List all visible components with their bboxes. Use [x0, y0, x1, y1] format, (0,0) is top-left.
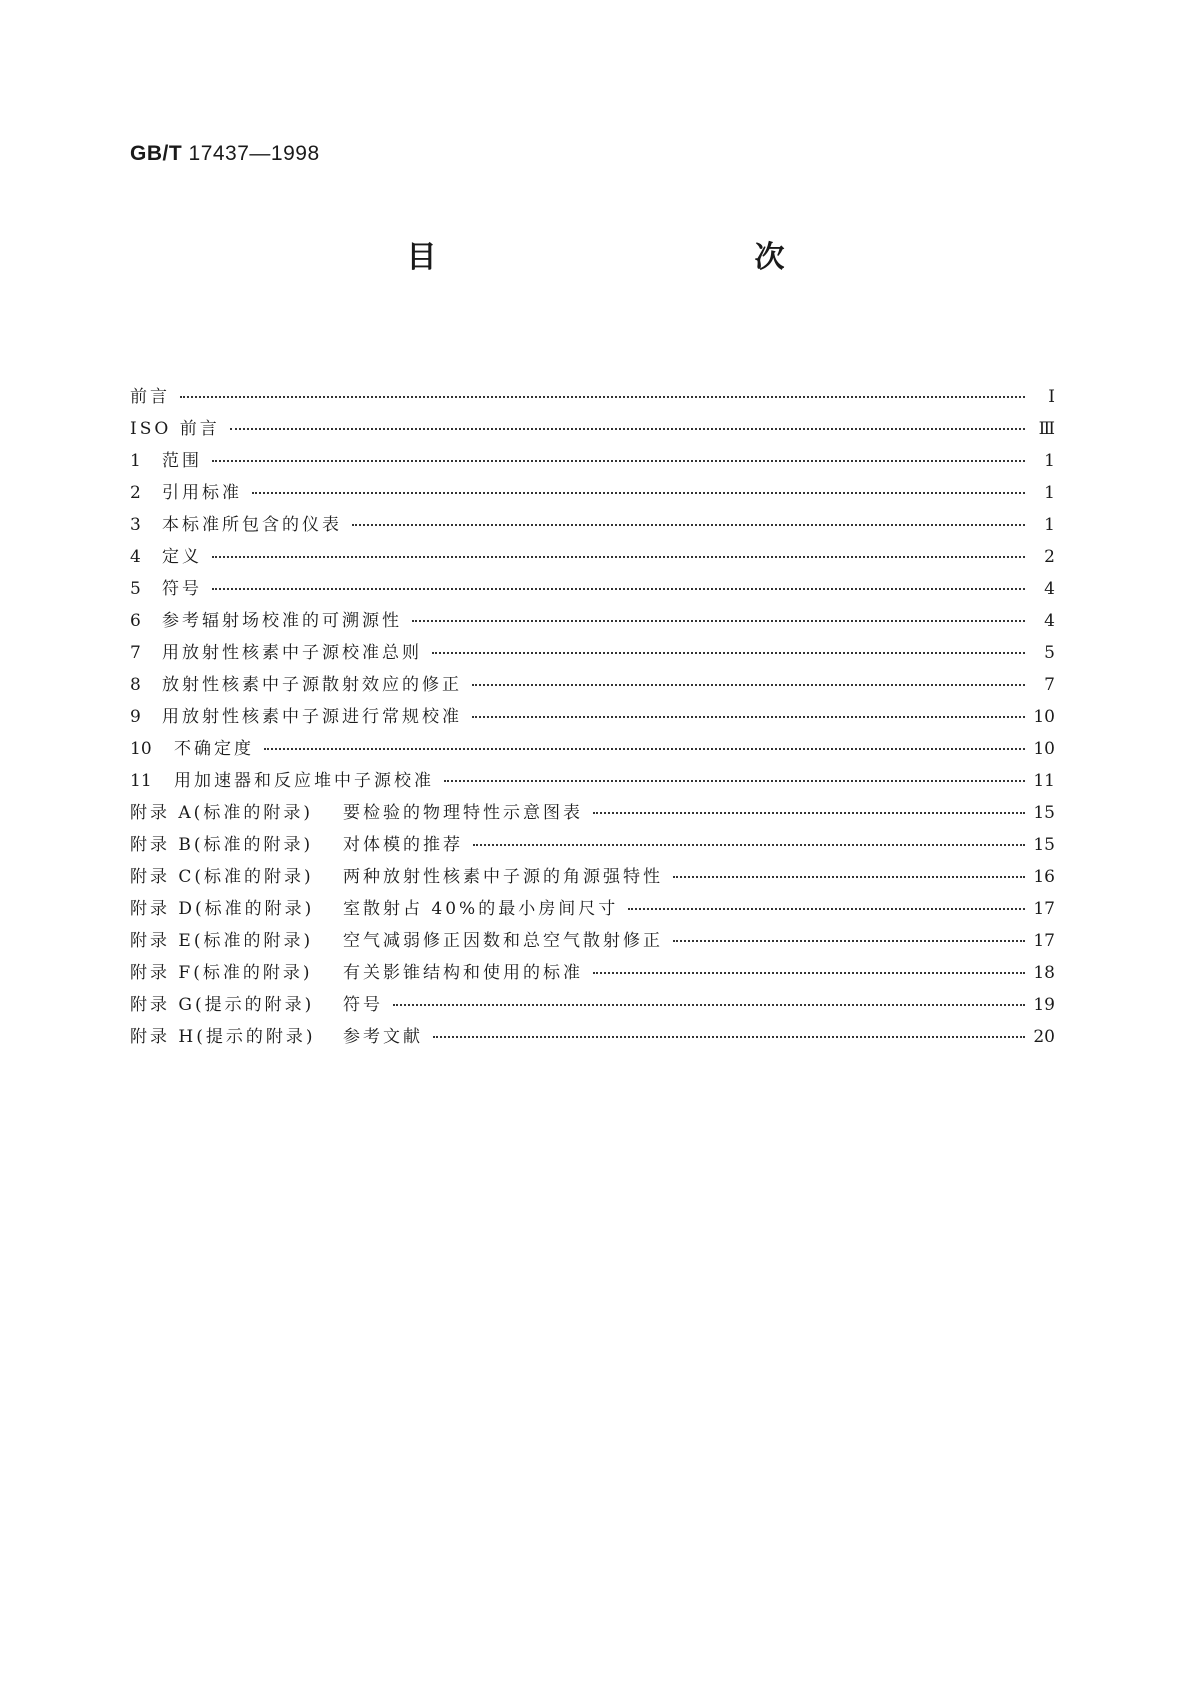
toc-entry-label: [130, 702, 462, 727]
toc-entry-label: [130, 542, 202, 567]
toc-entry-appendix: 附录 F(标准的附录): [130, 963, 313, 983]
toc-entry-title: 有关影锥结构和使用的标准: [343, 963, 583, 983]
toc-entry[interactable]: [130, 478, 1055, 510]
toc-entry-label: [130, 766, 434, 791]
toc-entry-number: 10: [130, 739, 152, 759]
toc-dot-leader: [673, 940, 1025, 942]
toc-entry-page: 20: [1033, 1027, 1055, 1047]
toc-entry-number: 1: [130, 451, 141, 471]
toc-entry-label: [130, 638, 422, 663]
toc-entry-number: 7: [130, 643, 141, 663]
toc-entry-title: 符号: [343, 995, 383, 1015]
toc-entry-page: 17: [1033, 899, 1055, 919]
toc-entry-page: I: [1048, 387, 1055, 407]
toc-entry-number: 4: [130, 547, 141, 567]
toc-entry-title: 不确定度: [174, 739, 254, 759]
toc-entry-label: [130, 574, 202, 599]
toc-entry[interactable]: [130, 926, 1055, 958]
toc-entry-title: 定义: [162, 547, 202, 567]
toc-entry-page: 1: [1044, 483, 1055, 503]
toc-entry[interactable]: [130, 990, 1055, 1022]
toc-entry-label: [130, 830, 463, 855]
toc-dot-leader: [212, 460, 1025, 462]
document-id: [130, 142, 320, 166]
toc-entry-title: 本标准所包含的仪表: [162, 515, 342, 535]
toc-entry-number: 2: [130, 483, 141, 503]
toc-entry-page: 4: [1044, 579, 1055, 599]
toc-entry-title: ISO 前言: [130, 419, 220, 439]
toc-entry-title: 前言: [130, 387, 170, 407]
toc-dot-leader: [212, 556, 1025, 558]
toc-entry-page: 10: [1033, 739, 1055, 759]
table-of-contents: [130, 382, 1055, 1054]
page-title: 目 次: [406, 240, 871, 275]
toc-dot-leader: [593, 812, 1025, 814]
toc-entry[interactable]: [130, 862, 1055, 894]
document-id-number: 17437—1998: [188, 142, 320, 165]
toc-entry-label: [130, 446, 202, 471]
toc-entry[interactable]: [130, 510, 1055, 542]
toc-entry-appendix: 附录 E(标准的附录): [130, 931, 314, 951]
toc-dot-leader: [393, 1004, 1025, 1006]
toc-dot-leader: [412, 620, 1025, 622]
toc-entry-title: 要检验的物理特性示意图表: [343, 803, 583, 823]
toc-entry-page: 15: [1033, 803, 1055, 823]
toc-entry-page: 10: [1033, 707, 1055, 727]
toc-entry-title: 用加速器和反应堆中子源校准: [174, 771, 434, 791]
toc-entry-appendix: 附录 C(标准的附录): [130, 867, 314, 887]
toc-dot-leader: [628, 908, 1025, 910]
toc-dot-leader: [472, 716, 1025, 718]
toc-entry[interactable]: [130, 734, 1055, 766]
toc-entry-page: 17: [1033, 931, 1055, 951]
toc-entry[interactable]: [130, 542, 1055, 574]
toc-entry-label: [130, 670, 462, 695]
toc-entry-label: [130, 798, 583, 823]
toc-entry[interactable]: [130, 414, 1055, 446]
toc-entry[interactable]: [130, 670, 1055, 702]
toc-entry-label: [130, 926, 663, 951]
toc-entry-appendix: 附录 H(提示的附录): [130, 1027, 316, 1047]
toc-entry-page: 15: [1033, 835, 1055, 855]
toc-entry[interactable]: [130, 958, 1055, 990]
toc-dot-leader: [230, 428, 1025, 430]
toc-entry-number: 11: [130, 771, 152, 791]
toc-entry-number: 3: [130, 515, 141, 535]
toc-entry-page: 7: [1044, 675, 1055, 695]
toc-entry-label: [130, 414, 220, 439]
toc-entry-title: 用放射性核素中子源校准总则: [162, 643, 422, 663]
toc-entry-number: 5: [130, 579, 141, 599]
toc-entry-title: 符号: [162, 579, 202, 599]
toc-dot-leader: [180, 396, 1025, 398]
toc-entry-number: 6: [130, 611, 141, 631]
toc-entry[interactable]: [130, 894, 1055, 926]
toc-entry-appendix: 附录 G(提示的附录): [130, 995, 315, 1015]
toc-entry-page: 1: [1044, 515, 1055, 535]
toc-entry-label: [130, 734, 254, 759]
toc-entry-page: 11: [1033, 771, 1055, 791]
toc-entry[interactable]: [130, 798, 1055, 830]
toc-entry-appendix: 附录 A(标准的附录): [130, 803, 313, 823]
toc-entry-page: 16: [1033, 867, 1055, 887]
toc-entry-page: 5: [1044, 643, 1055, 663]
toc-entry-label: [130, 606, 402, 631]
toc-entry-title: 引用标准: [162, 483, 242, 503]
toc-entry-label: [130, 382, 170, 407]
toc-dot-leader: [433, 1036, 1025, 1038]
toc-dot-leader: [432, 652, 1025, 654]
toc-entry[interactable]: [130, 382, 1055, 414]
toc-dot-leader: [264, 748, 1025, 750]
toc-dot-leader: [212, 588, 1025, 590]
toc-entry-title: 参考辐射场校准的可溯源性: [162, 611, 402, 631]
toc-dot-leader: [252, 492, 1025, 494]
toc-entry[interactable]: [130, 606, 1055, 638]
document-id-prefix: GB/T: [130, 142, 183, 165]
toc-entry-page: 2: [1044, 547, 1055, 567]
toc-entry[interactable]: [130, 446, 1055, 478]
toc-entry-page: 4: [1044, 611, 1055, 631]
toc-entry-page: Ⅲ: [1038, 419, 1055, 439]
toc-entry-label: [130, 510, 342, 535]
toc-dot-leader: [593, 972, 1025, 974]
toc-entry-page: 1: [1044, 451, 1055, 471]
toc-entry-title: 范围: [162, 451, 202, 471]
toc-entry[interactable]: [130, 766, 1055, 798]
toc-dot-leader: [473, 844, 1025, 846]
toc-entry-label: [130, 478, 242, 503]
toc-entry-title: 参考文献: [343, 1027, 423, 1047]
toc-entry-number: 8: [130, 675, 141, 695]
toc-entry-title: 用放射性核素中子源进行常规校准: [162, 707, 462, 727]
toc-entry-title: 室散射占 40%的最小房间尺寸: [343, 899, 619, 919]
toc-entry-title: 空气减弱修正因数和总空气散射修正: [343, 931, 663, 951]
toc-entry-label: [130, 1022, 423, 1047]
toc-entry-page: 19: [1033, 995, 1055, 1015]
toc-entry-page: 18: [1033, 963, 1055, 983]
toc-entry[interactable]: [130, 1022, 1055, 1054]
toc-entry-label: [130, 894, 618, 919]
toc-dot-leader: [444, 780, 1025, 782]
toc-entry-title: 对体模的推荐: [343, 835, 463, 855]
toc-entry-title: 放射性核素中子源散射效应的修正: [162, 675, 462, 695]
toc-entry-appendix: 附录 D(标准的附录): [130, 899, 315, 919]
toc-entry-label: [130, 958, 583, 983]
toc-entry-label: [130, 862, 663, 887]
toc-entry[interactable]: [130, 574, 1055, 606]
toc-entry-appendix: 附录 B(标准的附录): [130, 835, 314, 855]
toc-entry[interactable]: [130, 702, 1055, 734]
toc-dot-leader: [352, 524, 1025, 526]
toc-dot-leader: [673, 876, 1025, 878]
toc-entry-label: [130, 990, 383, 1015]
toc-entry-number: 9: [130, 707, 141, 727]
toc-entry[interactable]: [130, 638, 1055, 670]
toc-dot-leader: [472, 684, 1025, 686]
toc-entry-title: 两种放射性核素中子源的角源强特性: [343, 867, 663, 887]
toc-entry[interactable]: [130, 830, 1055, 862]
